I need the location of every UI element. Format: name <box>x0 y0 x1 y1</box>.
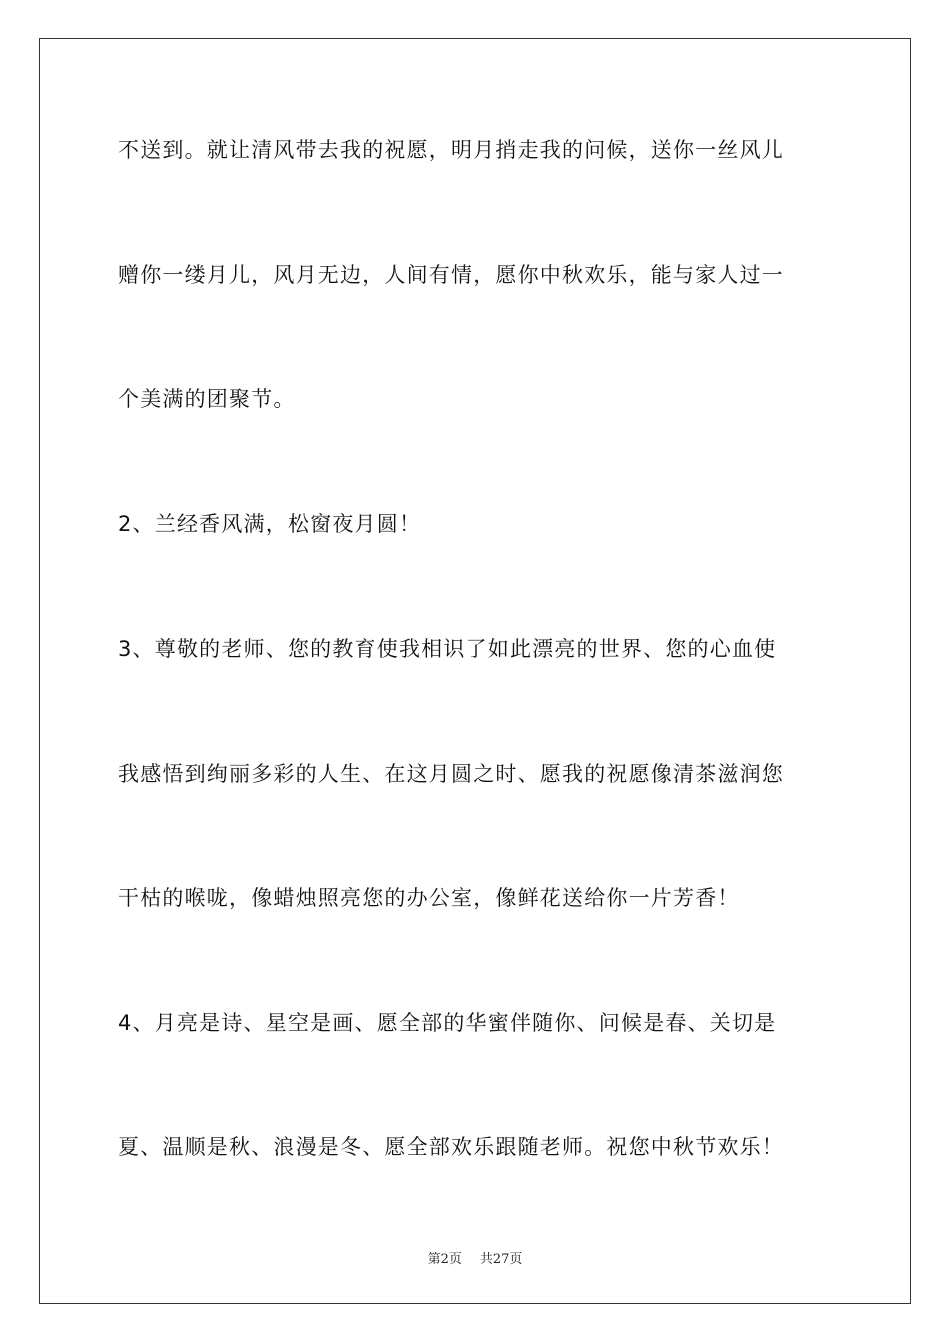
page-frame <box>39 38 911 1304</box>
text-line-5: 3、尊敬的老师、您的教育使我相识了如此漂亮的世界、您的心血使 <box>118 637 777 661</box>
text-line-8: 4、月亮是诗、星空是画、愿全部的华蜜伴随你、问候是春、关切是 <box>118 1011 777 1035</box>
page-footer <box>0 1248 950 1267</box>
text-line-6: 我感悟到绚丽多彩的人生、在这月圆之时、愿我的祝愿像清茶滋润您 <box>118 762 784 786</box>
text-line-9: 夏、温顺是秋、浪漫是冬、愿全部欢乐跟随老师。祝您中秋节欢乐！ <box>118 1135 784 1159</box>
page-number: 第2页 <box>427 1252 462 1267</box>
text-line-3: 个美满的团聚节。 <box>118 387 296 411</box>
text-line-1: 不送到。就让清风带去我的祝愿，明月捎走我的问候，送你一丝风儿 <box>118 138 784 162</box>
text-line-2: 赠你一缕月儿，风月无边，人间有情，愿你中秋欢乐，能与家人过一 <box>118 263 784 287</box>
text-line-7: 干枯的喉咙，像蜡烛照亮您的办公室，像鲜花送给你一片芳香！ <box>118 886 740 910</box>
page-total: 共27页 <box>479 1252 523 1267</box>
text-line-4: 2、兰经香风满，松窗夜月圆！ <box>118 512 422 536</box>
